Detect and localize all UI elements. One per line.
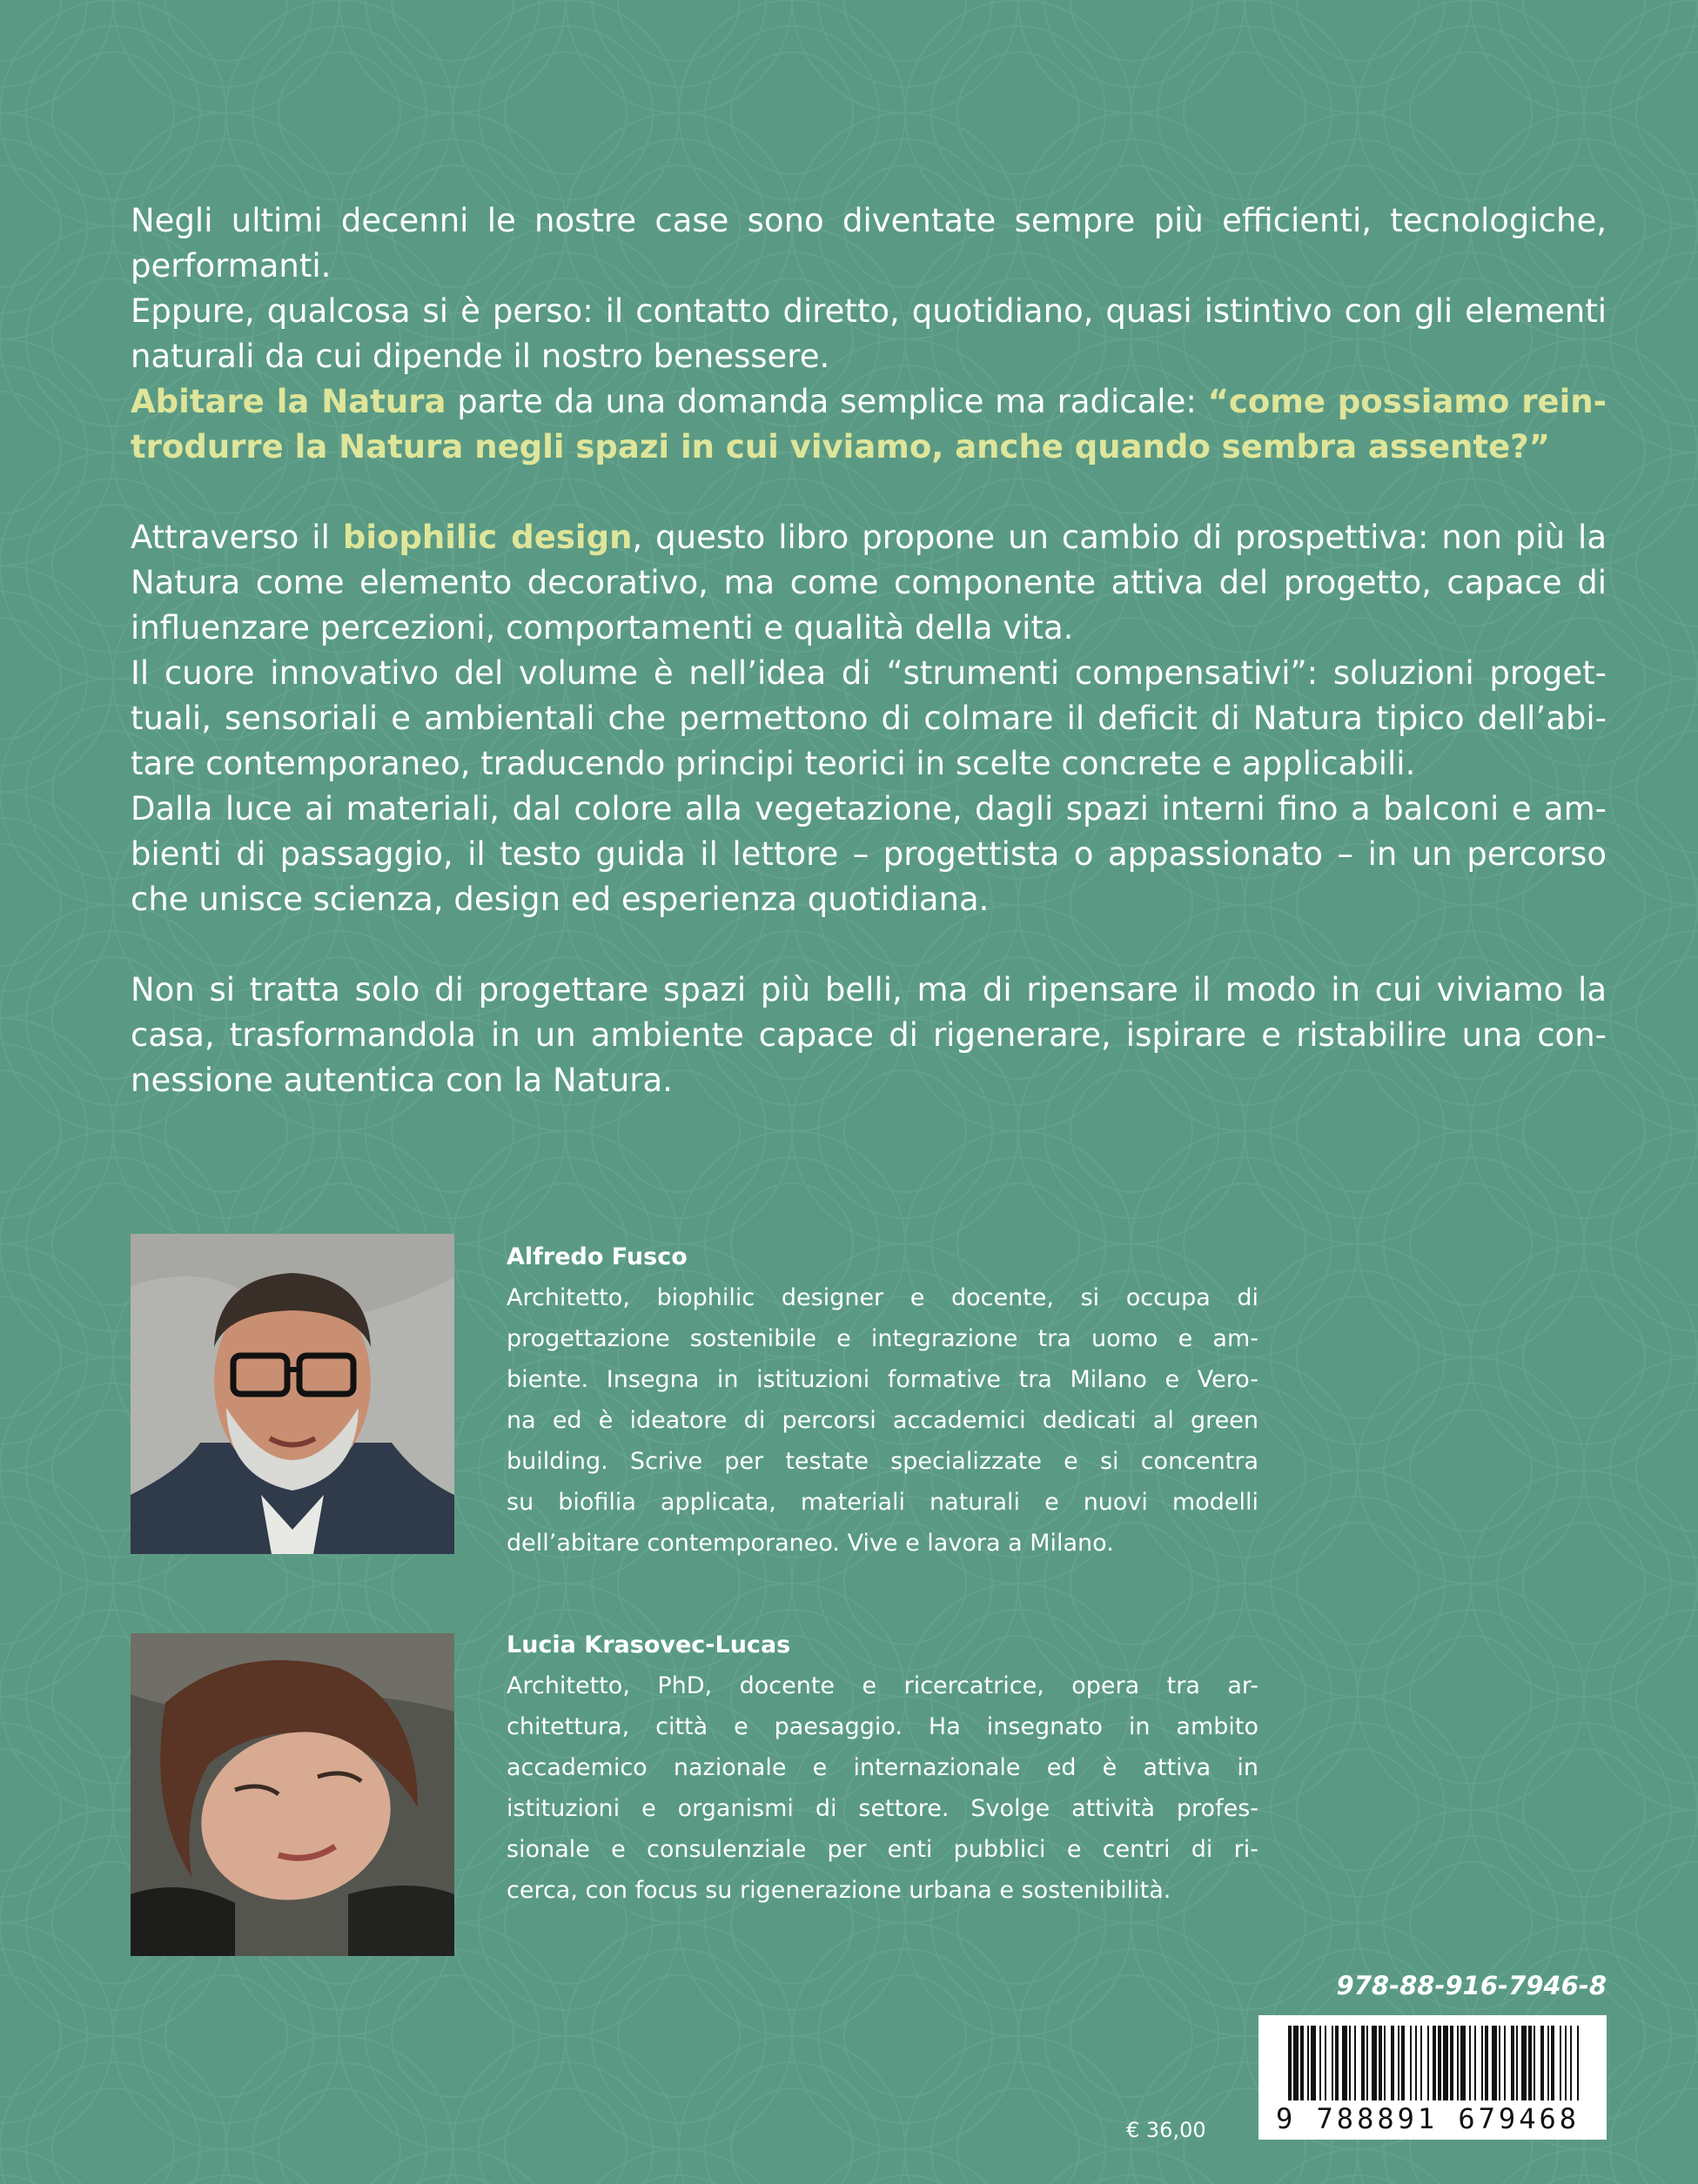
blurb-line bbox=[131, 515, 1607, 560]
barcode-bar bbox=[1504, 2026, 1506, 2100]
barcode-bar bbox=[1534, 2026, 1535, 2100]
barcode-bar bbox=[1391, 2026, 1394, 2100]
barcode-bar bbox=[1361, 2026, 1365, 2100]
barcode bbox=[1258, 2015, 1607, 2140]
portrait-illustration bbox=[131, 1234, 454, 1554]
author-photo-lucia-krasovec-lucas bbox=[131, 1633, 454, 1956]
blurb-line: bienti di passaggio, il testo guida il lettore – progettista o appassionato – in un percorso bbox=[131, 835, 1607, 873]
author-bio-line: building. Scrive per testate specializzate e si concentra bbox=[507, 1448, 1258, 1475]
barcode-bar bbox=[1300, 2026, 1304, 2100]
author-bio-1 bbox=[507, 1237, 1258, 1564]
barcode-bar bbox=[1438, 2026, 1441, 2100]
blurb-line: tuali, sensoriali e ambientali che permettono di colmare il deficit di Natura tipico dell’abi- bbox=[131, 700, 1607, 737]
blurb-text: parte da una domanda semplice ma radicale: bbox=[446, 383, 1208, 420]
author-bio-line: cerca, con focus su rigenerazione urbana e sostenibilità. bbox=[507, 1877, 1171, 1904]
blurb-line: casa, trasformandola in un ambiente capace di rigenerare, ispirare e ristabilire una con- bbox=[131, 1016, 1607, 1054]
author-bio-line: sionale e consulenziale per enti pubblici e centri di ri- bbox=[507, 1836, 1258, 1863]
author-name: Alfredo Fusco bbox=[507, 1243, 688, 1270]
barcode-bar bbox=[1354, 2026, 1356, 2100]
blurb-line: Eppure, qualcosa si è perso: il contatto diretto, quotidiano, quasi istintivo con gli elementi bbox=[131, 292, 1607, 330]
author-bio-2 bbox=[507, 1625, 1258, 1911]
barcode-bar bbox=[1335, 2026, 1339, 2100]
author-name: Lucia Krasovec-Lucas bbox=[507, 1631, 791, 1658]
barcode-bar bbox=[1492, 2026, 1497, 2100]
barcode-bar bbox=[1450, 2026, 1453, 2100]
barcode-bar bbox=[1457, 2026, 1459, 2100]
author-bio-line: biente. Insegna in istituzioni formative tra Milano e Vero- bbox=[507, 1366, 1258, 1393]
blurb-line bbox=[131, 379, 1607, 425]
barcode-bar bbox=[1311, 2026, 1316, 2100]
barcode-bar bbox=[1443, 2026, 1448, 2100]
book-title-highlight: Abitare la Natura bbox=[131, 383, 446, 420]
barcode-bar bbox=[1528, 2026, 1532, 2100]
barcode-bar bbox=[1410, 2026, 1412, 2100]
blurb-line: nessione autentica con la Natura. bbox=[131, 1062, 673, 1099]
blurb-text: Attraverso il bbox=[131, 519, 343, 556]
barcode-bar bbox=[1540, 2026, 1544, 2100]
barcode-digits: 9 788891 679468 bbox=[1276, 2102, 1580, 2135]
blurb-text: , questo libro propone un cambio di prospettiva: non più la bbox=[632, 519, 1607, 556]
author-bio-line: chitettura, città e paesaggio. Ha insegnato in ambito bbox=[507, 1713, 1258, 1740]
barcode-bar bbox=[1420, 2026, 1422, 2100]
barcode-bar bbox=[1372, 2026, 1377, 2100]
blurb-line: che unisce scienza, design ed esperienza quotidiana. bbox=[131, 881, 990, 918]
quote-highlight: “come possiamo rein- bbox=[1207, 383, 1607, 420]
blurb-line: Natura come elemento decorativo, ma come componente attiva del progetto, capace di bbox=[131, 564, 1607, 601]
author-bio-line: na ed è ideatore di percorsi accademici dedicati al green bbox=[507, 1407, 1258, 1434]
barcode-bar bbox=[1293, 2026, 1299, 2100]
barcode-bar bbox=[1516, 2026, 1518, 2100]
barcode-bar bbox=[1511, 2026, 1514, 2100]
barcode-bar bbox=[1485, 2026, 1488, 2100]
barcode-bar bbox=[1366, 2026, 1368, 2100]
barcode-bar bbox=[1481, 2026, 1483, 2100]
isbn-number: 978-88-916-7946-8 bbox=[1336, 1971, 1607, 2000]
author-bio-line: su biofilia applicata, materiali naturali e nuovi modelli bbox=[507, 1489, 1258, 1516]
blurb-paragraph-2 bbox=[131, 515, 1607, 922]
blurb-paragraph-1 bbox=[131, 198, 1607, 470]
barcode-bars bbox=[1288, 2026, 1584, 2100]
barcode-bar bbox=[1547, 2026, 1549, 2100]
barcode-bar bbox=[1570, 2026, 1572, 2100]
barcode-bar bbox=[1499, 2026, 1500, 2100]
author-bio-line: Architetto, biophilic designer e docente, si occupa di bbox=[507, 1284, 1258, 1311]
biophilic-design-highlight: biophilic design bbox=[342, 519, 633, 556]
barcode-bar bbox=[1349, 2026, 1351, 2100]
barcode-bar bbox=[1551, 2026, 1554, 2100]
barcode-bar bbox=[1288, 2026, 1292, 2100]
author-bio-line: dell’abitare contemporaneo. Vive e lavora a Milano. bbox=[507, 1530, 1114, 1557]
author-photo-alfredo-fusco bbox=[131, 1234, 454, 1554]
portrait-illustration bbox=[131, 1633, 454, 1956]
barcode-bar bbox=[1401, 2026, 1405, 2100]
barcode-bar bbox=[1325, 2026, 1326, 2100]
barcode-bar bbox=[1384, 2026, 1386, 2100]
barcode-bar bbox=[1474, 2026, 1476, 2100]
barcode-bar bbox=[1577, 2026, 1579, 2100]
blurb-line: performanti. bbox=[131, 247, 332, 285]
blurb-line: Il cuore innovativo del volume è nell’idea di “strumenti compensativi”: soluzioni proget- bbox=[131, 654, 1607, 692]
author-bio-line: istituzioni e organismi di settore. Svolge attività profes- bbox=[507, 1795, 1258, 1822]
back-cover-blurb bbox=[131, 198, 1607, 1149]
quote-highlight: trodurre la Natura negli spazi in cui viviamo, anche quando sembra assente?” bbox=[131, 428, 1550, 466]
blurb-line: tare contemporaneo, traducendo principi teorici in scelte concrete e applicabili. bbox=[131, 745, 1416, 782]
barcode-bar bbox=[1460, 2026, 1466, 2100]
barcode-bar bbox=[1415, 2026, 1417, 2100]
barcode-bar bbox=[1427, 2026, 1429, 2100]
blurb-line: influenzare percezioni, comportamenti e qualità della vita. bbox=[131, 609, 1074, 646]
barcode-bar bbox=[1398, 2026, 1399, 2100]
blurb-paragraph-3 bbox=[131, 968, 1607, 1103]
barcode-bar bbox=[1342, 2026, 1347, 2100]
barcode-bar bbox=[1521, 2026, 1527, 2100]
barcode-bar bbox=[1469, 2026, 1471, 2100]
barcode-bar bbox=[1307, 2026, 1309, 2100]
author-bio-line: Architetto, PhD, docente e ricercatrice, opera tra ar- bbox=[507, 1672, 1258, 1699]
author-bio-line: accademico nazionale e internazionale ed è attiva in bbox=[507, 1754, 1258, 1781]
barcode-bar bbox=[1565, 2026, 1567, 2100]
blurb-line: Dalla luce ai materiali, dal colore alla vegetazione, dagli spazi interni fino a balconi e am- bbox=[131, 790, 1607, 827]
blurb-line: Non si tratta solo di progettare spazi più belli, ma di ripensare il modo in cui viviamo la bbox=[131, 971, 1607, 1008]
barcode-bar bbox=[1379, 2026, 1382, 2100]
barcode-bar bbox=[1433, 2026, 1436, 2100]
blurb-line: Negli ultimi decenni le nostre case sono diventate sempre più efficienti, tecnologiche, bbox=[131, 202, 1607, 239]
barcode-bar bbox=[1319, 2026, 1321, 2100]
price-label: € 36,00 bbox=[1126, 2118, 1206, 2142]
blurb-line: naturali da cui dipende il nostro benessere. bbox=[131, 338, 830, 375]
author-bio-line: progettazione sostenibile e integrazione tra uomo e am- bbox=[507, 1325, 1258, 1352]
barcode-bar bbox=[1332, 2026, 1333, 2100]
barcode-bar bbox=[1560, 2026, 1561, 2100]
